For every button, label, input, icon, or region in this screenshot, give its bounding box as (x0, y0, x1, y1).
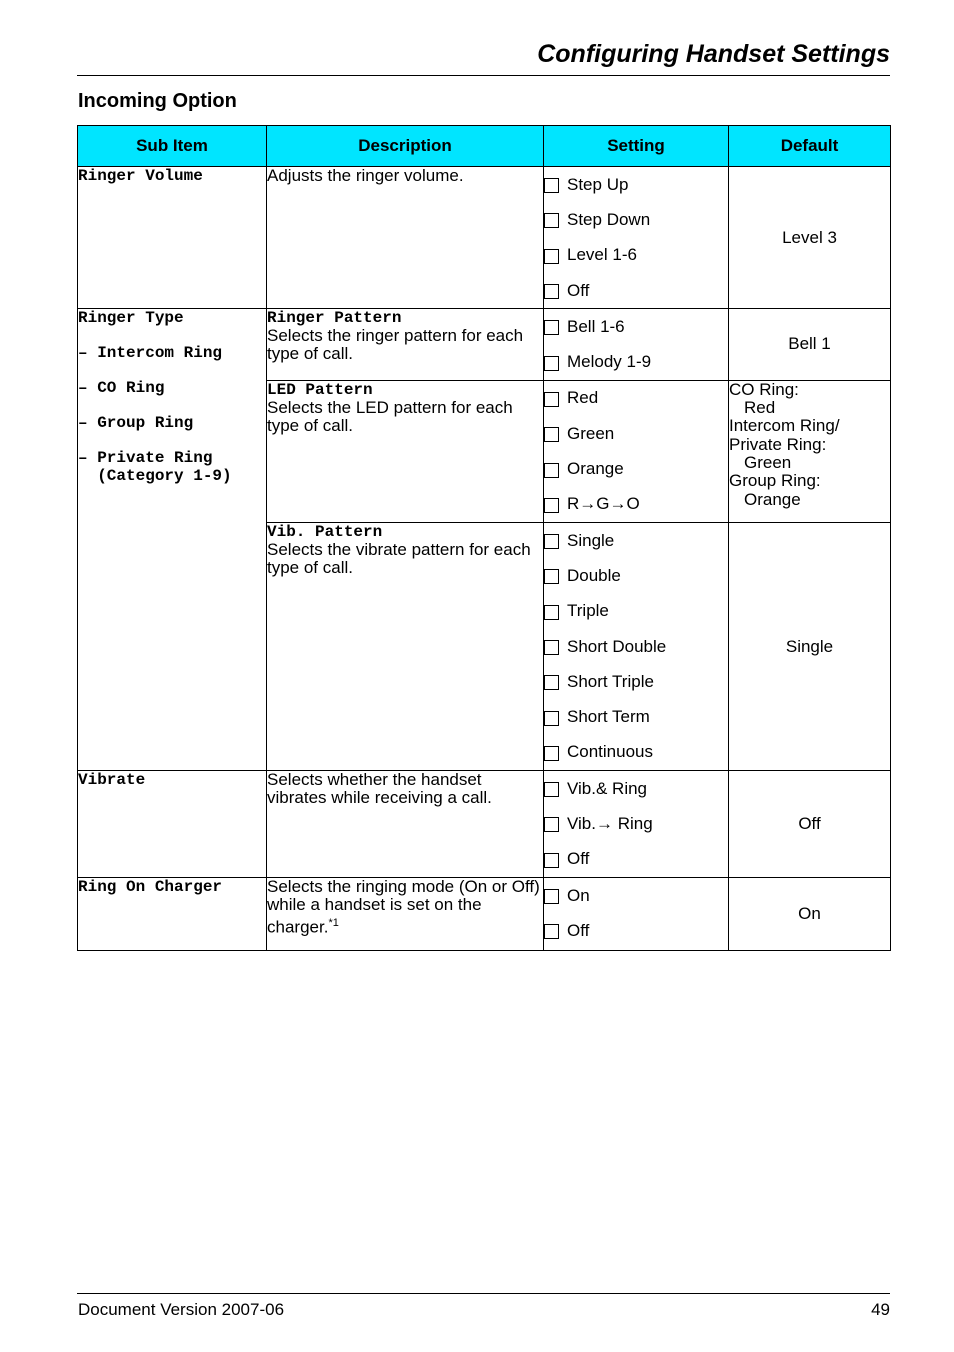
setting-cell (544, 522, 729, 770)
led-pattern-title: LED Pattern (267, 380, 373, 399)
checkbox-icon[interactable] (544, 534, 559, 549)
checkbox-icon[interactable] (544, 356, 559, 371)
sub-item-co-ring: – CO Ring (78, 379, 165, 398)
description-text: Selects the ringing mode (On or Off) while a handset is set on the charger. (267, 876, 540, 937)
checkbox-icon[interactable] (544, 640, 559, 655)
checkbox-icon[interactable] (544, 605, 559, 620)
table-row (78, 877, 891, 950)
sub-item-cell (78, 771, 267, 878)
checkbox-icon[interactable] (544, 427, 559, 442)
setting-label: Continuous (567, 742, 654, 762)
setting-option[interactable] (544, 806, 728, 841)
default-value: Bell 1 (788, 334, 831, 354)
setting-option[interactable] (544, 913, 728, 948)
setting-option[interactable] (544, 451, 728, 486)
default-cell (729, 167, 891, 309)
checkbox-icon[interactable] (544, 711, 559, 726)
setting-label: Short Double (567, 636, 667, 656)
default-cell (729, 380, 891, 522)
default-cell (729, 877, 891, 950)
default-value: Off (798, 813, 821, 833)
setting-label: Short Term (567, 707, 650, 727)
setting-option[interactable] (544, 523, 728, 558)
sub-item-cell (78, 167, 267, 309)
setting-label: Short Triple (567, 671, 654, 691)
checkbox-icon[interactable] (544, 284, 559, 299)
page-title: Configuring Handset Settings (537, 40, 890, 68)
checkbox-icon[interactable] (544, 569, 559, 584)
setting-cell (544, 167, 729, 309)
header-rule (77, 75, 890, 76)
default-line: Intercom Ring/ (729, 416, 840, 436)
setting-label: Step Up (567, 174, 629, 194)
setting-option[interactable] (544, 167, 728, 202)
checkbox-icon[interactable] (544, 817, 559, 832)
setting-label: Bell 1-6 (567, 316, 625, 336)
sub-item-ringer-type: Ringer Type (78, 309, 184, 328)
description-cell (267, 380, 544, 522)
default-cell (729, 771, 891, 878)
checkbox-icon[interactable] (544, 178, 559, 193)
sub-item-private-ring: – Private Ring (78, 449, 213, 468)
checkbox-icon[interactable] (544, 392, 559, 407)
description-cell (267, 522, 544, 770)
setting-label: Vib.& Ring (567, 778, 648, 798)
checkbox-icon[interactable] (544, 782, 559, 797)
setting-label: Red (567, 388, 599, 408)
setting-label: Step Down (567, 209, 651, 229)
table-header-row (78, 126, 891, 167)
description-cell (267, 167, 544, 309)
checkbox-icon[interactable] (544, 853, 559, 868)
setting-option[interactable] (544, 202, 728, 237)
setting-label: On (567, 885, 590, 905)
description-text: Adjusts the ringer volume. (267, 166, 464, 185)
footer-rule (77, 1293, 890, 1294)
default-cell (729, 522, 891, 770)
setting-option[interactable] (544, 878, 728, 913)
default-line: Group Ring: (729, 471, 821, 491)
setting-option[interactable] (544, 699, 728, 734)
setting-cell (544, 877, 729, 950)
table-row (78, 309, 891, 381)
sub-item-cell (78, 877, 267, 950)
sub-item-category: (Category 1-9) (78, 467, 232, 486)
setting-option[interactable] (544, 487, 728, 522)
sub-item-ringer-volume: Ringer Volume (78, 167, 203, 185)
default-line: Red (744, 398, 776, 418)
setting-option[interactable] (544, 629, 728, 664)
setting-label: Melody 1-9 (567, 352, 652, 372)
setting-option[interactable] (544, 594, 728, 629)
default-line: Green (744, 452, 792, 472)
ringer-pattern-title: Ringer Pattern (267, 309, 402, 328)
setting-option[interactable] (544, 735, 728, 770)
setting-label: Single (567, 530, 615, 550)
setting-option[interactable] (544, 344, 728, 379)
setting-label: Off (567, 280, 590, 300)
sub-item-group-ring: – Group Ring (78, 414, 194, 433)
setting-option[interactable] (544, 664, 728, 699)
checkbox-icon[interactable] (544, 320, 559, 335)
default-value: Single (785, 636, 834, 656)
checkbox-icon[interactable] (544, 675, 559, 690)
checkbox-icon[interactable] (544, 746, 559, 761)
default-line: Orange (744, 489, 801, 509)
setting-option[interactable] (544, 238, 728, 273)
checkbox-icon[interactable] (544, 924, 559, 939)
setting-option[interactable] (544, 381, 728, 416)
table-row (78, 167, 891, 309)
checkbox-icon[interactable] (544, 249, 559, 264)
page-number: 49 (871, 1300, 890, 1319)
column-header-default: Default (729, 126, 891, 167)
description-cell (267, 309, 544, 381)
setting-label: Off (567, 920, 590, 940)
column-header-description: Description (267, 126, 544, 167)
default-value: On (798, 903, 821, 923)
description-text: Selects the vibrate pattern for each type of call. (267, 539, 531, 577)
description-text: Selects the LED pattern for each type of call. (267, 397, 513, 435)
footnote-mark: *1 (328, 916, 339, 929)
description-text: Selects the ringer pattern for each type of call. (267, 326, 524, 364)
setting-label: Triple (567, 601, 609, 621)
setting-label: R→G→O (567, 494, 640, 514)
setting-option[interactable] (544, 309, 728, 344)
sub-item-intercom-ring: – Intercom Ring (78, 344, 223, 363)
setting-option[interactable] (544, 558, 728, 593)
default-line: CO Ring: (729, 379, 799, 399)
default-value: Level 3 (782, 227, 837, 247)
setting-label: Double (567, 565, 621, 585)
description-cell (267, 771, 544, 878)
default-cell (729, 309, 891, 381)
vib-pattern-title: Vib. Pattern (267, 522, 383, 541)
setting-label: Off (567, 849, 590, 869)
section-heading: Incoming Option (78, 90, 237, 112)
sub-item-vibrate: Vibrate (78, 771, 146, 790)
incoming-option-table (77, 125, 891, 951)
setting-label: Level 1-6 (567, 245, 637, 265)
setting-label: Orange (567, 459, 624, 479)
setting-cell (544, 380, 729, 522)
default-line: Private Ring: (729, 434, 827, 454)
setting-option[interactable] (544, 771, 728, 806)
setting-label: Vib.→ Ring (567, 813, 653, 833)
document-version: Document Version 2007-06 (78, 1300, 285, 1319)
setting-option[interactable] (544, 273, 728, 308)
setting-option[interactable] (544, 416, 728, 451)
checkbox-icon[interactable] (544, 463, 559, 478)
column-header-sub-item: Sub Item (78, 126, 267, 167)
table-row (78, 771, 891, 878)
sub-item-cell (78, 309, 267, 771)
description-text: Selects whether the handset vibrates while receiving a call. (267, 770, 492, 808)
checkbox-icon[interactable] (544, 889, 559, 904)
setting-option[interactable] (544, 842, 728, 877)
setting-cell (544, 309, 729, 381)
description-cell (267, 877, 544, 950)
column-header-setting: Setting (544, 126, 729, 167)
setting-cell (544, 771, 729, 878)
sub-item-ring-on-charger: Ring On Charger (78, 877, 223, 896)
setting-label: Green (567, 423, 615, 443)
checkbox-icon[interactable] (544, 213, 559, 228)
checkbox-icon[interactable] (544, 498, 559, 513)
